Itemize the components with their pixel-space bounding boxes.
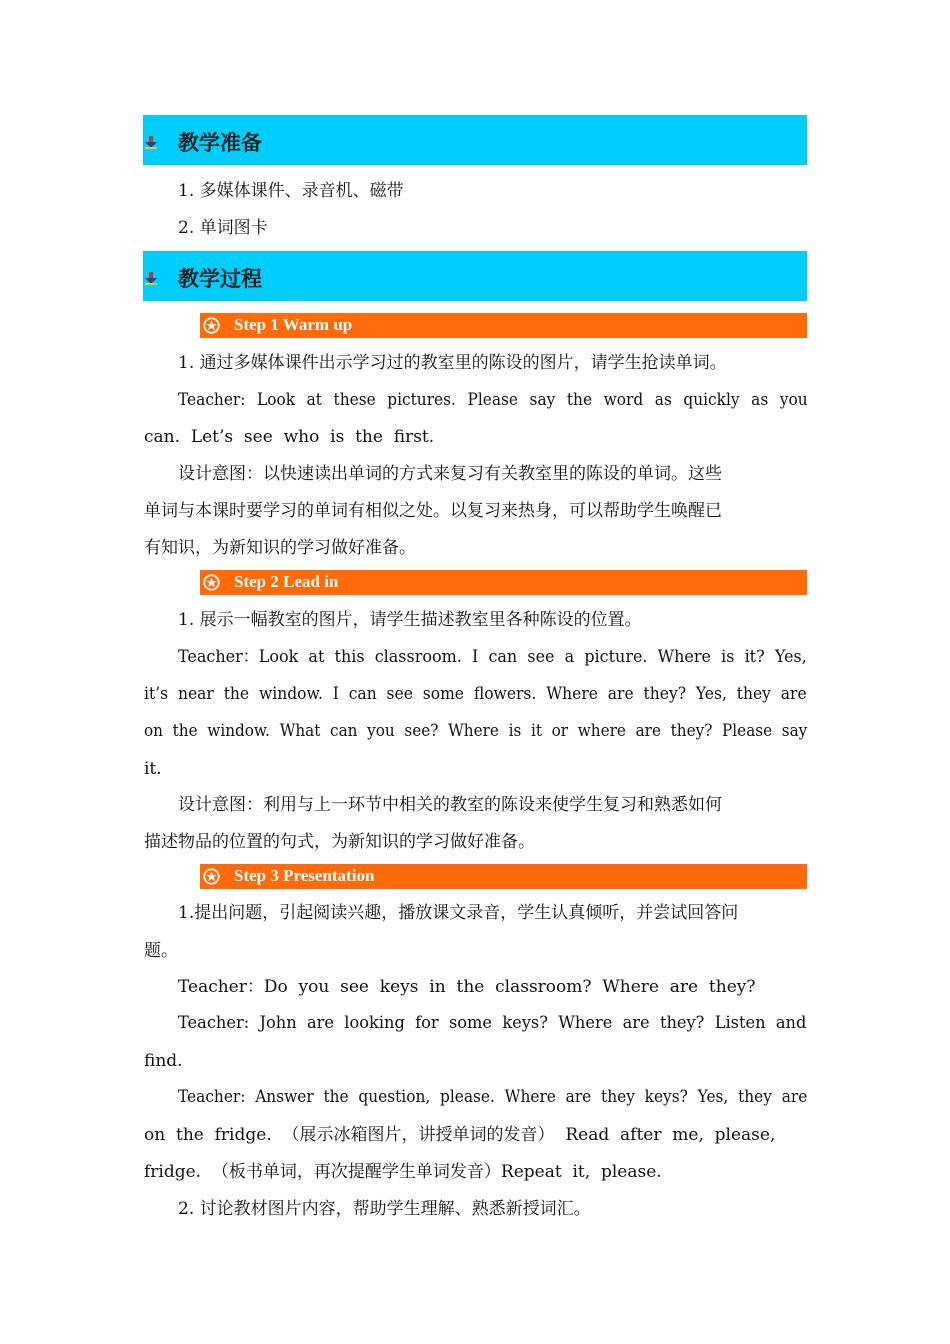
step1-paragraph-1: 1. 通过多媒体课件出示学习过的教室里的陈设的图片，请学生抢读单词。: [178, 353, 727, 373]
step-header-lead-in: [200, 570, 807, 595]
section-header-process: [143, 251, 807, 301]
step3-teacher-answer-line-1: Teacher: Answer the question, please. Where are they keys? Yes, they are: [178, 1087, 808, 1107]
step-header-presentation: [200, 864, 807, 889]
step1-intent-line-3: 有知识，为新知识的学习做好准备。: [144, 538, 416, 558]
step2-teacher-line-1: Teacher：Look at this classroom. I can see a picture. Where is it? Yes,: [178, 647, 807, 667]
section-title: 教学准备: [178, 131, 262, 155]
step2-teacher-line-4: it.: [144, 759, 162, 779]
step2-paragraph-1: 1. 展示一幅教室的图片，请学生描述教室里各种陈设的位置。: [178, 610, 642, 630]
step-title: Step 3 Presentation: [234, 866, 375, 885]
step3-teacher-answer-line-2: on the fridge. （展示冰箱图片，讲授单词的发音） Read after me, please,: [144, 1125, 776, 1145]
section-header-preparation: [143, 115, 807, 165]
prep-item-1: 1. 多媒体课件、录音机、磁带: [178, 181, 404, 201]
step-title: Step 2 Lead in: [234, 572, 339, 591]
arrow-bullet-icon: [144, 135, 158, 149]
step3-teacher-question-2-line-2: find.: [144, 1051, 183, 1071]
star-circle-icon: [203, 868, 220, 885]
step1-teacher-line-1: Teacher: Look at these pictures. Please say the word as quickly as you: [178, 390, 808, 410]
step2-intent-line-2: 描述物品的位置的句式，为新知识的学习做好准备。: [144, 832, 535, 852]
arrow-bullet-icon: [144, 271, 158, 285]
step3-paragraph-2: 2. 讨论教材图片内容，帮助学生理解、熟悉新授词汇。: [178, 1199, 591, 1219]
step1-intent-line-2: 单词与本课时要学习的单词有相似之处。以复习来热身，可以帮助学生唤醒已: [144, 501, 722, 521]
step1-teacher-line-2: can. Let’s see who is the first.: [144, 427, 435, 447]
step1-intent-line-1: 设计意图：以快速读出单词的方式来复习有关教室里的陈设的单词。这些: [178, 464, 722, 484]
step2-teacher-line-3: on the window. What can you see? Where is it or where are they? Please say: [144, 721, 808, 741]
step3-teacher-question-1: Teacher：Do you see keys in the classroom? Where are they?: [178, 977, 756, 997]
section-title: 教学过程: [178, 267, 262, 291]
star-circle-icon: [203, 317, 220, 334]
star-circle-icon: [203, 574, 220, 591]
step3-paragraph-1-line-1: 1.提出问题，引起阅读兴趣，播放课文录音，学生认真倾听，并尝试回答问: [178, 903, 739, 923]
step3-paragraph-1-line-2: 题。: [144, 941, 178, 961]
step-header-warm-up: [200, 313, 807, 338]
step2-teacher-line-2: it’s near the window. I can see some flowers. Where are they? Yes, they are: [144, 684, 807, 704]
step2-intent-line-1: 设计意图：利用与上一环节中相关的教室的陈设来使学生复习和熟悉如何: [178, 795, 722, 815]
step-title: Step 1 Warm up: [234, 315, 353, 334]
step3-teacher-question-2-line-1: Teacher: John are looking for some keys? Where are they? Listen and: [178, 1013, 807, 1033]
step3-teacher-answer-line-3: fridge. （板书单词，再次提醒学生单词发音）Repeat it, please.: [144, 1162, 662, 1182]
prep-item-2: 2. 单词图卡: [178, 218, 268, 238]
